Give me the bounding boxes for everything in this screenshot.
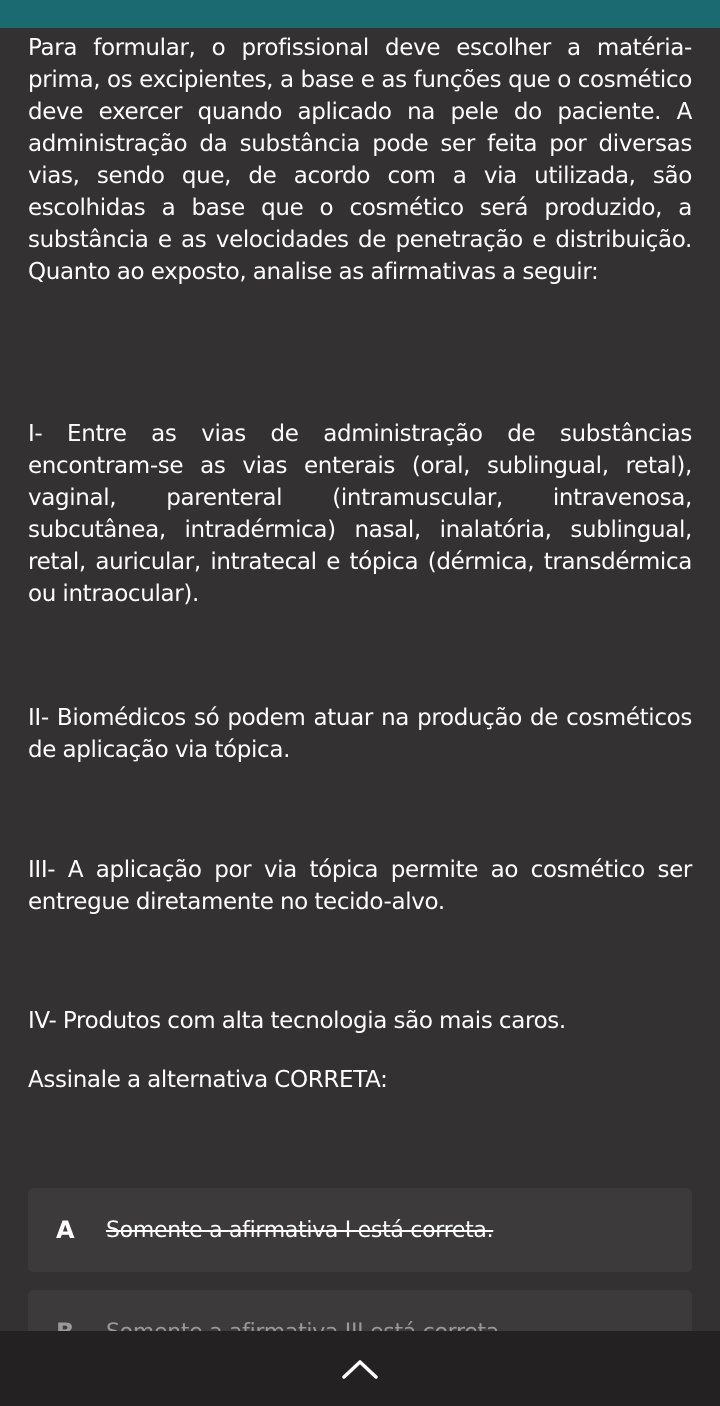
question-intro: Para formular, o profissional deve escolher a matéria-prima, os excipientes, a base e as funções que o cosmético deve exercer quando aplicado na pele do paciente. A administração da substância pode ser feita por diversas vias, sendo que, de acordo com a via utilizada, são escolhidas a base que o cosmético será produzido, a substância e as velocidades de penetração e distribuição. Quanto ao exposto, analise as afirmativas a seguir: [28, 35, 692, 285]
bottom-panel-bar [0, 1331, 720, 1406]
statement-item: III- A aplicação por via tópica permite ao cosmético ser entregue diretamente no tecido-alvo. [28, 857, 692, 915]
top-status-bar [0, 0, 720, 28]
statement-item: II- Biomédicos só podem atuar na produção de cosméticos de aplicação via tópica. [28, 705, 692, 763]
statement-item: IV- Produtos com alta tecnologia são mais caros. [28, 1008, 566, 1034]
option-text: Somente a afirmativa I está correta. [106, 1217, 494, 1243]
chevron-up-icon[interactable] [342, 1359, 378, 1379]
statement-item: I- Entre as vias de administração de substâncias encontram-se as vias enterais (oral, sublingual, retal), vaginal, parenteral (intramuscular, intravenosa, subcutânea, intradérmica) nasal, inalatória, sublingual, retal, auricular, intratecal e tópica (dérmica, transdérmica ou intraocular). [28, 421, 692, 607]
option-letter: A [56, 1216, 75, 1244]
answer-option-a[interactable] [28, 1188, 692, 1272]
question-prompt: Assinale a alternativa CORRETA: [28, 1067, 388, 1093]
